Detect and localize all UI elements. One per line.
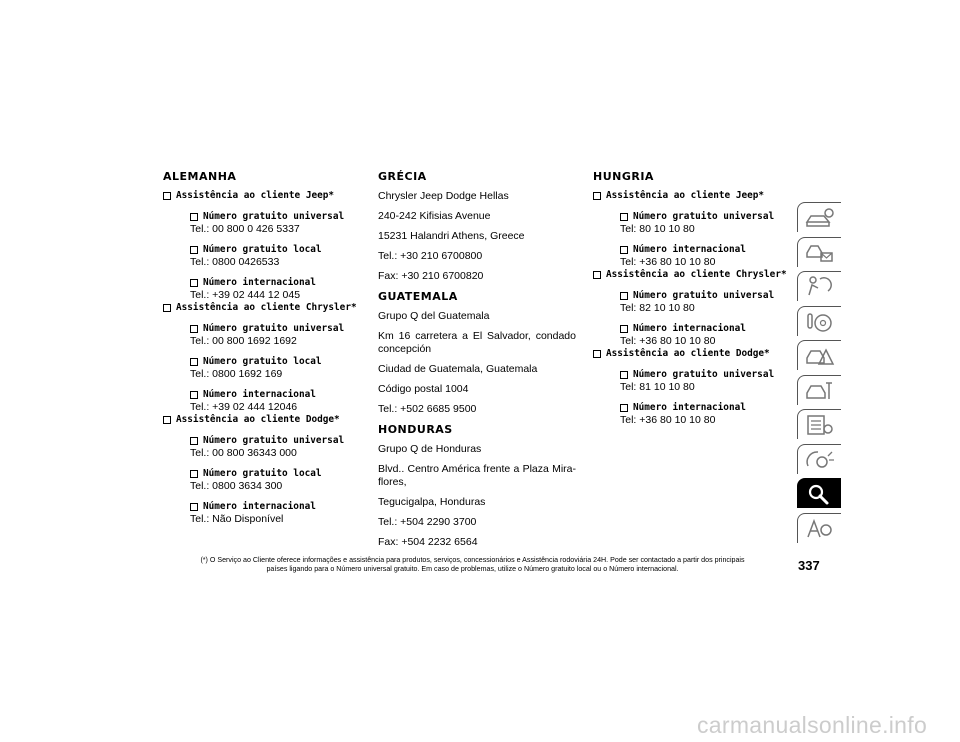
checkbox-bullet-icon — [163, 304, 171, 312]
tab-service[interactable] — [797, 375, 841, 405]
search-icon — [804, 482, 836, 506]
checkbox-bullet-icon — [620, 404, 628, 412]
index-icon — [804, 517, 836, 541]
heading-hungria: HUNGRIA — [593, 170, 654, 183]
list-item: Número internacional Tel: +36 80 10 10 80 — [620, 244, 746, 268]
steering-wheel-icon — [804, 310, 836, 334]
car-dashboard-icon — [804, 206, 836, 230]
checkbox-bullet-icon — [190, 503, 198, 511]
checkbox-bullet-icon — [593, 271, 601, 279]
fax-line: Fax: +504 2232 6564 — [378, 536, 478, 548]
list-item: Número gratuito universal Tel: 80 10 10 80 — [620, 211, 775, 235]
group-jeep: Assistência ao cliente Jeep* — [163, 190, 378, 202]
list-item: Número gratuito universal Tel: 81 10 10 80 — [620, 369, 775, 393]
checkbox-bullet-icon — [163, 192, 171, 200]
address-line: Grupo Q del Guatemala — [378, 310, 490, 322]
checkbox-bullet-icon — [190, 246, 198, 254]
car-warning-icon — [804, 344, 836, 368]
chapter-tabs — [797, 202, 841, 547]
tab-multimedia[interactable] — [797, 444, 841, 474]
group-dodge: Assistência ao cliente Dodge* — [593, 348, 808, 360]
tab-index[interactable] — [797, 513, 841, 543]
heading-honduras: HONDURAS — [378, 423, 453, 436]
address-line: Blvd.. Centro América frente a Plaza Mira-flores, — [378, 463, 576, 488]
phone-line: Tel.: +30 210 6700800 — [378, 250, 483, 262]
phone-line: Tel.: +502 6685 9500 — [378, 403, 477, 415]
group-chrysler: Assistência ao cliente Chrysler* — [593, 269, 808, 281]
list-item: Número gratuito universal Tel.: 00 800 36343 000 — [190, 435, 345, 459]
tab-customer-help[interactable] — [797, 478, 841, 508]
section-middle — [378, 170, 576, 556]
list-item: Número internacional Tel.: +39 02 444 12046 — [190, 389, 316, 413]
footnote: (*) O Serviço ao Cliente oferece informações e assistência para produtos, serviços, concessionários e Assistência rodoviária 24H. Pode ser contactado a partir dos principais países ligando para o Número universal gratuito. Em caso de problemas, utilize o Número gratuito local ou o Número internacional. — [200, 556, 745, 573]
checkbox-bullet-icon — [620, 325, 628, 333]
address-line: Código postal 1004 — [378, 383, 469, 395]
tab-emergency[interactable] — [797, 340, 841, 370]
list-item: Número internacional Tel: +36 80 10 10 80 — [620, 323, 746, 347]
checkbox-bullet-icon — [593, 350, 601, 358]
phone-line: Tel.: +504 2290 3700 — [378, 516, 477, 528]
checkbox-bullet-icon — [190, 358, 198, 366]
checkbox-bullet-icon — [190, 437, 198, 445]
list-item: Número gratuito local Tel.: 0800 1692 169 — [190, 356, 322, 380]
car-message-icon — [804, 241, 836, 265]
address-line: Tegucigalpa, Honduras — [378, 496, 486, 508]
checkbox-bullet-icon — [190, 279, 198, 287]
car-service-icon — [804, 379, 836, 403]
tab-dashboard[interactable] — [797, 202, 841, 232]
address-line: 240-242 Kifisias Avenue — [378, 210, 491, 222]
list-item: Número gratuito local Tel.: 0800 3634 300 — [190, 468, 322, 492]
checkbox-bullet-icon — [620, 292, 628, 300]
list-item: Número internacional Tel.: Não Disponível — [190, 501, 316, 525]
multimedia-icon — [804, 448, 836, 472]
fax-line: Fax: +30 210 6700820 — [378, 270, 484, 282]
list-item: Número gratuito universal Tel: 82 10 10 80 — [620, 290, 775, 314]
tab-messages[interactable] — [797, 237, 841, 267]
heading-guatemala: GUATEMALA — [378, 290, 458, 303]
checkbox-bullet-icon — [190, 325, 198, 333]
section-alemanha — [163, 170, 378, 534]
checkbox-bullet-icon — [620, 246, 628, 254]
checkbox-bullet-icon — [190, 391, 198, 399]
page-number: 337 — [798, 558, 820, 573]
group-jeep: Assistência ao cliente Jeep* — [593, 190, 808, 202]
checkbox-bullet-icon — [163, 416, 171, 424]
list-item: Número gratuito universal Tel.: 00 800 1692 1692 — [190, 323, 345, 347]
checkbox-bullet-icon — [593, 192, 601, 200]
heading-grecia: GRÉCIA — [378, 170, 427, 183]
group-dodge: Assistência ao cliente Dodge* — [163, 414, 378, 426]
list-item: Número internacional Tel.: +39 02 444 12 045 — [190, 277, 316, 301]
airbag-person-icon — [804, 275, 836, 299]
tab-driving[interactable] — [797, 306, 841, 336]
address-line: 15231 Halandri Athens, Greece — [378, 230, 525, 242]
group-chrysler: Assistência ao cliente Chrysler* — [163, 302, 378, 314]
heading-alemanha: ALEMANHA — [163, 170, 237, 183]
tab-specs[interactable] — [797, 409, 841, 439]
checkbox-bullet-icon — [620, 371, 628, 379]
list-item: Número internacional Tel: +36 80 10 10 80 — [620, 402, 746, 426]
address-line: Ciudad de Guatemala, Guatemala — [378, 363, 538, 375]
section-hungria — [593, 170, 808, 435]
address-line: Grupo Q de Honduras — [378, 443, 482, 455]
list-item: Número gratuito local Tel.: 0800 0426533 — [190, 244, 322, 268]
checkbox-bullet-icon — [190, 213, 198, 221]
checkbox-bullet-icon — [190, 470, 198, 478]
address-line: Km 16 carretera a El Salvador, condado concepción — [378, 330, 576, 355]
checklist-icon — [804, 413, 836, 437]
list-item: Número gratuito universal Tel.: 00 800 0 426 5337 — [190, 211, 345, 235]
watermark: carmanualsonline.info — [697, 712, 928, 738]
address-line: Chrysler Jeep Dodge Hellas — [378, 190, 509, 202]
checkbox-bullet-icon — [620, 213, 628, 221]
tab-safety[interactable] — [797, 271, 841, 301]
